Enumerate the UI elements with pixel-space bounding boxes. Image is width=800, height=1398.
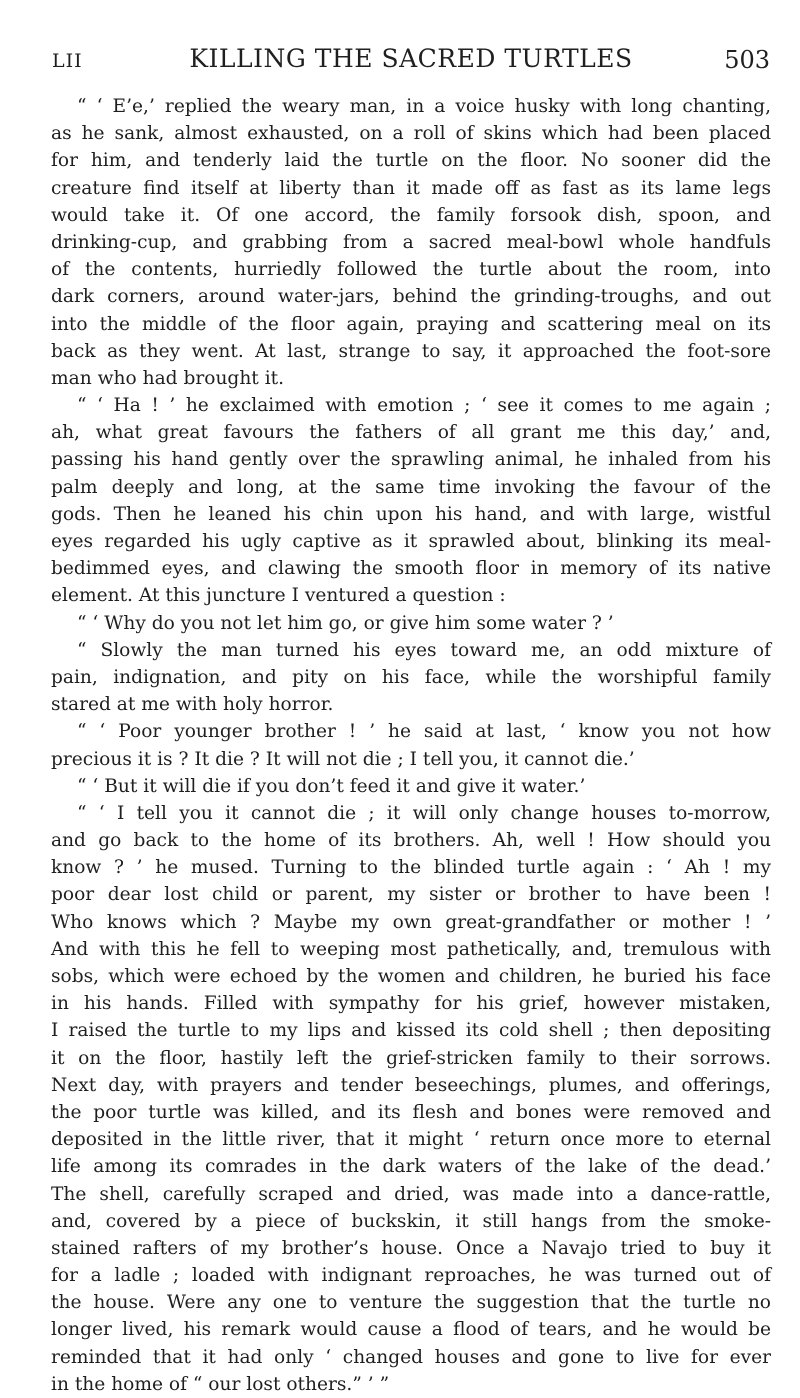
text-line: sobs, which were echoed by the women and children, he buried his face [51,966,771,987]
text-line: back as they went. At last, strange to say, it approached the foot-sore [51,340,771,362]
text-line: deposited in the little river, that it might ‘ return once more to eternal [51,1129,771,1151]
text-line: dark corners, around water-jars, behind the grinding-troughs, and out [51,286,771,308]
text-line: man who had brought it. [51,367,285,389]
text-line: passing his hand gently over the sprawling animal, he inhaled from his [51,449,771,471]
text-line: life among its comrades in the dark waters of the lake of the dead.’ [51,1156,771,1178]
text-line: in his hands. Filled with sympathy for his grief, however mistaken, [51,993,771,1015]
text-line: gods. Then he leaned his chin upon his hand, and with large, wistful [51,503,771,525]
text-line: pain, indignation, and pity on his face, while the worshipful family [51,666,771,688]
text-line: the poor turtle was killed, and its flesh and bones were removed and [51,1101,771,1123]
body-text [51,93,771,1398]
text-line: would take it. Of one accord, the family forsook dish, spoon, and [51,204,771,226]
text-line: in the home of “ our lost others.” ’ ” [51,1373,390,1395]
text-line: for him, and tenderly laid the turtle on the floor. No sooner did the [51,150,771,172]
text-line: into the middle of the floor again, praying and scattering meal on its [51,313,771,335]
running-header [52,44,770,78]
text-line: stained rafters of my brother’s house. Once a Navajo tried to buy it [51,1237,771,1259]
text-line: The shell, carefully scraped and dried, was made into a dance-rattle, [51,1183,771,1205]
text-line: “ ‘ Poor younger brother ! ’ he said at last, ‘ know you not how [77,721,771,743]
text-line: I raised the turtle to my lips and kissed its cold shell ; then depositing [51,1020,771,1042]
text-line: “ ‘ E’e,’ replied the weary man, in a voice husky with long chanting, [77,96,771,117]
text-line: palm deeply and long, at the same time invoking the favour of the [51,476,771,498]
text-line: And with this he fell to weeping most pathetically, and, tremulous with [51,938,771,960]
text-line: drinking-cup, and grabbing from a sacred meal-bowl whole handfuls [51,231,771,253]
text-line: and go back to the home of its brothers. Ah, well ! How should you [51,830,771,852]
text-line: longer lived, his remark would cause a flood of tears, and he would be [51,1319,771,1341]
text-line: “ ‘ Why do you not let him go, or give him some water ? ’ [77,612,614,634]
text-line: know ? ’ he mused. Turning to the blinded turtle again : ‘ Ah ! my [51,857,771,879]
running-title: KILLING THE SACRED TURTLES [189,44,633,73]
text-line: precious it is ? It die ? It will not die ; I tell you, it cannot die.’ [51,748,635,770]
text-line: for a ladle ; loaded with indignant reproaches, he was turned out of [51,1265,771,1287]
text-line: and, covered by a piece of buckskin, it still hangs from the smoke- [51,1210,771,1232]
text-line: “ Slowly the man turned his eyes toward me, an odd mixture of [77,639,771,661]
text-line: poor dear lost child or parent, my sister or brother to have been ! [51,884,771,906]
text-line: eyes regarded his ugly captive as it sprawled about, blinking its meal- [51,531,771,552]
text-line: element. At this juncture I ventured a question : [51,585,506,607]
text-line: reminded that it had only ‘ changed houses and gone to live for ever [51,1346,771,1368]
text-line: it on the floor, hastily left the grief-stricken family to their sorrows. [51,1047,771,1069]
text-line: “ ‘ Ha ! ’ he exclaimed with emotion ; ‘ see it comes to me again ; [77,395,771,417]
text-line: “ ‘ But it will die if you don’t feed it and give it water.’ [77,775,586,797]
text-line: Who knows which ? Maybe my own great-grandfather or mother ! ’ [51,911,771,933]
text-line: as he sank, almost exhausted, on a roll of skins which had been placed [51,123,771,145]
text-line: Next day, with prayers and tender beseechings, plumes, and offerings, [51,1074,771,1096]
text-line: “ ‘ I tell you it cannot die ; it will only change houses to-morrow, [77,802,771,824]
text-line: stared at me with holy horror. [51,694,334,716]
text-line: creature find itself at liberty than it made off as fast as its lame legs [51,177,771,199]
chapter-number: LII [52,50,83,72]
page-number: 503 [724,46,770,74]
text-line: the house. Were any one to venture the suggestion that the turtle no [51,1292,771,1314]
text-line: ah, what great favours the fathers of all grant me this day,’ and, [51,422,771,444]
text-line: bedimmed eyes, and clawing the smooth floor in memory of its native [51,558,771,580]
text-line: of the contents, hurriedly followed the turtle about the room, into [51,259,771,281]
